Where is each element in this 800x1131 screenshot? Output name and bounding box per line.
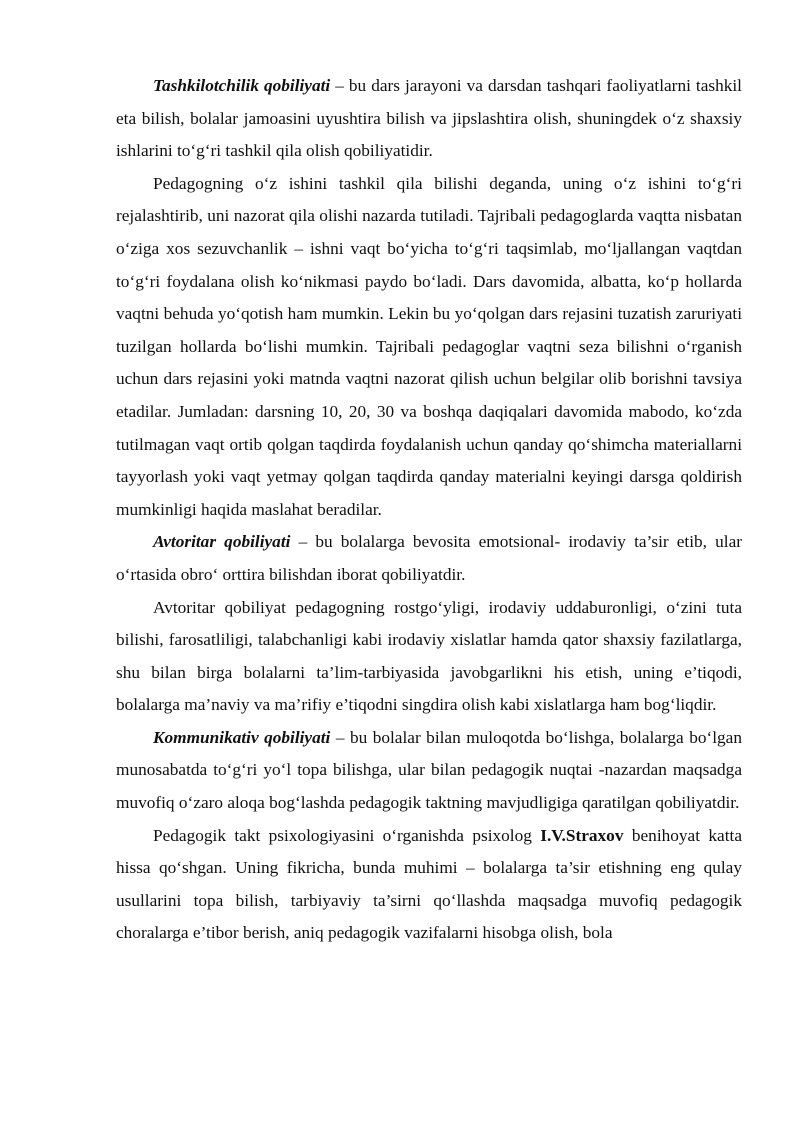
paragraph-text: – bu dars jarayoni va darsdan tashqari faoliyatlarni tashkil eta bilish, bolalar jamoasini uyushtira bilish va jipslashtira olish, shuningdek o‘z shaxsiy ishlarini to‘g‘ri tashkil qila olish qobiliyatidir. bbox=[116, 76, 742, 161]
paragraph-pedagogical-tact bbox=[116, 820, 742, 950]
paragraph-text: Pedagogik takt psixologiyasini o‘rganishda psixolog bbox=[153, 825, 541, 845]
paragraph-text: – bu bolalarga bevosita emotsional- irodaviy ta’sir etib, ular o‘rtasida obro‘ orttira bilishdan iborat qobiliyatdir. bbox=[116, 532, 742, 584]
document-page bbox=[116, 70, 742, 950]
paragraph-time-management bbox=[116, 168, 742, 527]
paragraph-text: Pedagogning o‘z ishini tashkil qila bilishi deganda, uning o‘z ishini to‘g‘ri rejalashtirib, uni nazorat qila olishi nazarda tutiladi. Tajribali pedagoglarda vaqtta nisbatan o‘ziga xos sezuvchanlik – ishni vaqt bo‘yicha to‘g‘ri taqsimlab, mo‘ljallangan vaqtdan to‘g‘ri foydalana olish ko‘nikmasi paydo bo‘ladi. Dars davomida, albatta, ko‘p hollarda vaqtni behuda yo‘qotish ham mumkin. Lekin bu yo‘qolgan dars rejasini tuzatish zaruriyati tuzilgan hollarda bo‘lishi mumkin. Tajribali pedagoglar vaqtni seza bilishni o‘rganish uchun dars rejasini yoki matnda vaqtni nazorat qilish uchun belgilar olib borishni tavsiya etadilar. Jumladan: darsning 10, 20, 30 va boshqa daqiqalari davomida mabodo, ko‘zda tutilmagan vaqt ortib qolgan taqdirda foydalanish uchun qanday qo‘shimcha materiallarni tayyorlash yoki vaqt yetmay qolgan taqdirda qanday materialni keyingi darsga qoldirish mumkinligi haqida maslahat beradilar. bbox=[116, 173, 742, 519]
paragraph-text: – bu bolalar bilan muloqotda bo‘lishga, bolalarga bo‘lgan munosabatda to‘g‘ri yo‘l topa bilishga, ular bilan pedagogik nuqtai -nazardan maqsadga muvofiq o‘zaro aloqa bog‘lashda pedagogik taktning mavjudligiga qaratilgan qobiliyatdir. bbox=[116, 727, 742, 813]
author-name: I.V.Straxov bbox=[540, 825, 624, 845]
paragraph-organizational-ability bbox=[116, 70, 742, 168]
paragraph-text: benihoyat katta hissa qo‘shgan. Uning fikricha, bunda muhimi – bolalarga ta’sir etishning eng qulay usullarini topa bilish, tarbiyaviy ta’sirni qo‘llashda maqsadga muvofiq pedagogik choralarga e’tibor berish, aniq pedagogik vazifalarni hisobga olish, bola bbox=[116, 825, 742, 943]
term-communicative-ability: Kommunikativ qobiliyati bbox=[153, 727, 331, 747]
term-organizational-ability: Tashkilotchilik qobiliyati bbox=[153, 76, 331, 95]
term-authoritative-ability: Avtoritar qobiliyati bbox=[153, 532, 291, 552]
paragraph-communicative-ability bbox=[116, 722, 742, 820]
paragraph-authoritative-ability bbox=[116, 526, 742, 591]
paragraph-authoritative-traits bbox=[116, 592, 742, 722]
paragraph-text: Avtoritar qobiliyat pedagogning rostgo‘yligi, irodaviy uddaburonligi, o‘zini tuta bilishi, farosatliligi, talabchanligi kabi irodaviy xislatlar hamda qator shaxsiy fazilatlarga, shu bilan birga bolalarni ta’lim-tarbiyasida javobgarlikni his etish, uning e’tiqodi, bolalarga ma’naviy va ma’rifiy e’tiqodni singdira olish kabi xislatlarga ham bog‘liqdir. bbox=[116, 597, 742, 715]
